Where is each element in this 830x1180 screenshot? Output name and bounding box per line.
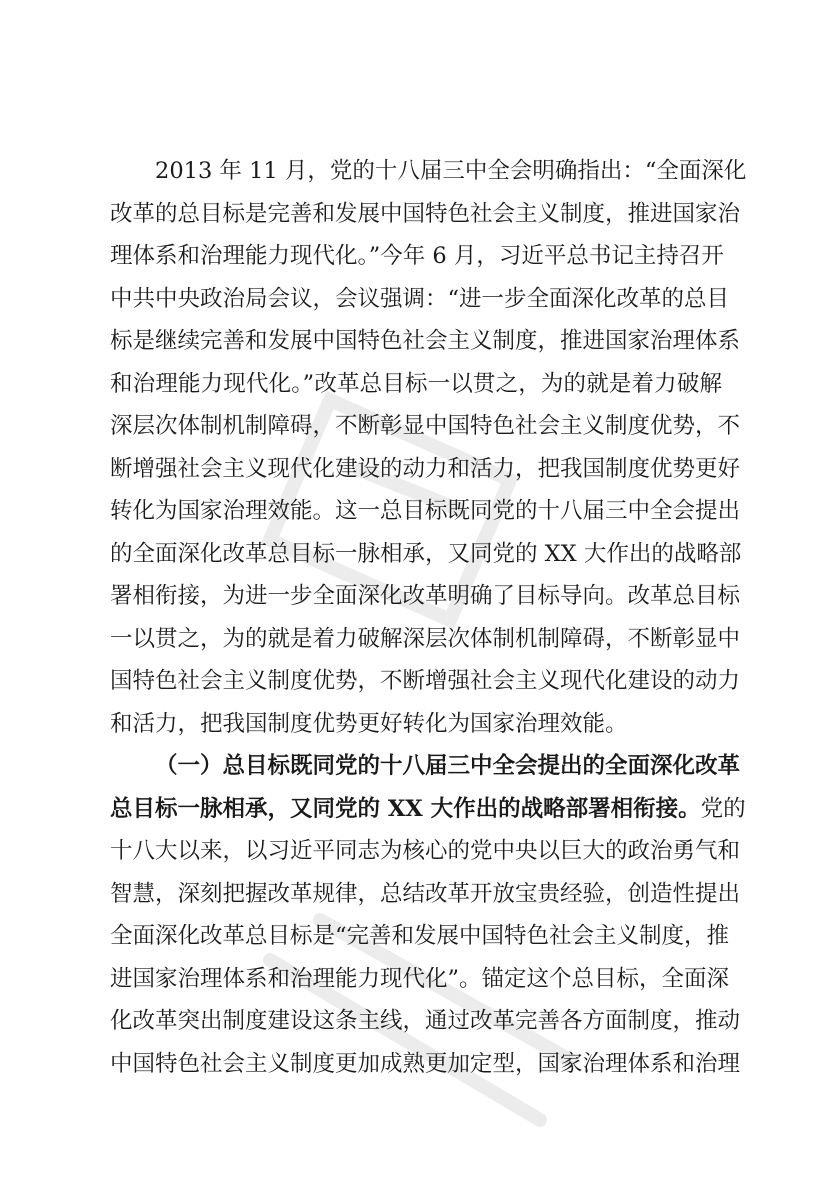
text-line: 署相衔接，为进一步全面深化改革明确了目标导向。改革总目标 [110,583,741,609]
text-line: 一以贯之，为的就是着力破解深层次体制机制障碍，不断彰显中 [110,625,741,652]
text-line: 改革的总目标是完善和发展中国特色社会主义制度，推进国家治 [110,200,741,227]
text-line: 和活力，把我国制度优势更好转化为国家治理效能。 [110,710,628,737]
section-heading-line-2 [110,788,746,831]
text-line: 断增强社会主义现代化建设的动力和活力，把我国制度优势更好 [110,455,741,482]
text-line: 和治理能力现代化。”改革总目标一以贯之，为的就是着力破解 [110,370,722,397]
section-heading-line: （一）总目标既同党的十八届三中全会提出的全面深化改革 [155,753,741,779]
text-line: 标是继续完善和发展中国特色社会主义制度，推进国家治理体系 [110,328,741,354]
text-line: 中国特色社会主义制度更加成熟更加定型，国家治理体系和治理 [110,1050,741,1077]
text-line: 十八大以来，以习近平同志为核心的党中央以巨大的政治勇气和 [110,838,741,864]
text-line: 理体系和治理能力现代化。”今年 6 月，习近平总书记主持召开 [110,243,724,269]
text-line: 中共中央政治局会议，会议强调：“进一步全面深化改革的总目 [110,285,730,312]
text-line: 2013 年 11 月，党的十八届三中全会明确指出：“全面深化 [155,158,747,184]
text-line: 智慧，深刻把握改革规律，总结改革开放宝贵经验，创造性提出 [110,880,741,907]
text-line: 转化为国家治理效能。这一总目标既同党的十八届三中全会提出 [110,498,741,524]
section-heading-tail: 总目标一脉相承，又同党的 XX 大作出的战略部署相衔接。 [110,795,701,822]
text-line: 的全面深化改革总目标一脉相承，又同党的 XX 大作出的战略部 [110,540,742,567]
text-line: 深层次体制机制障碍，不断彰显中国特色社会主义制度优势，不 [110,413,741,439]
paragraph-1 [110,150,747,745]
paragraph-2 [110,745,746,1085]
text-line: 国特色社会主义制度优势，不断增强社会主义现代化建设的动力 [110,668,741,694]
text-line: 全面深化改革总目标是“完善和发展中国特色社会主义制度，推 [110,923,730,949]
text-line: 化改革突出制度建设这条主线，通过改革完善各方面制度，推动 [110,1008,741,1034]
text-line: 进国家治理体系和治理能力现代化”。锚定这个总目标，全面深 [110,965,730,992]
document-body [110,150,747,1085]
text-fragment: 党的 [700,795,746,822]
